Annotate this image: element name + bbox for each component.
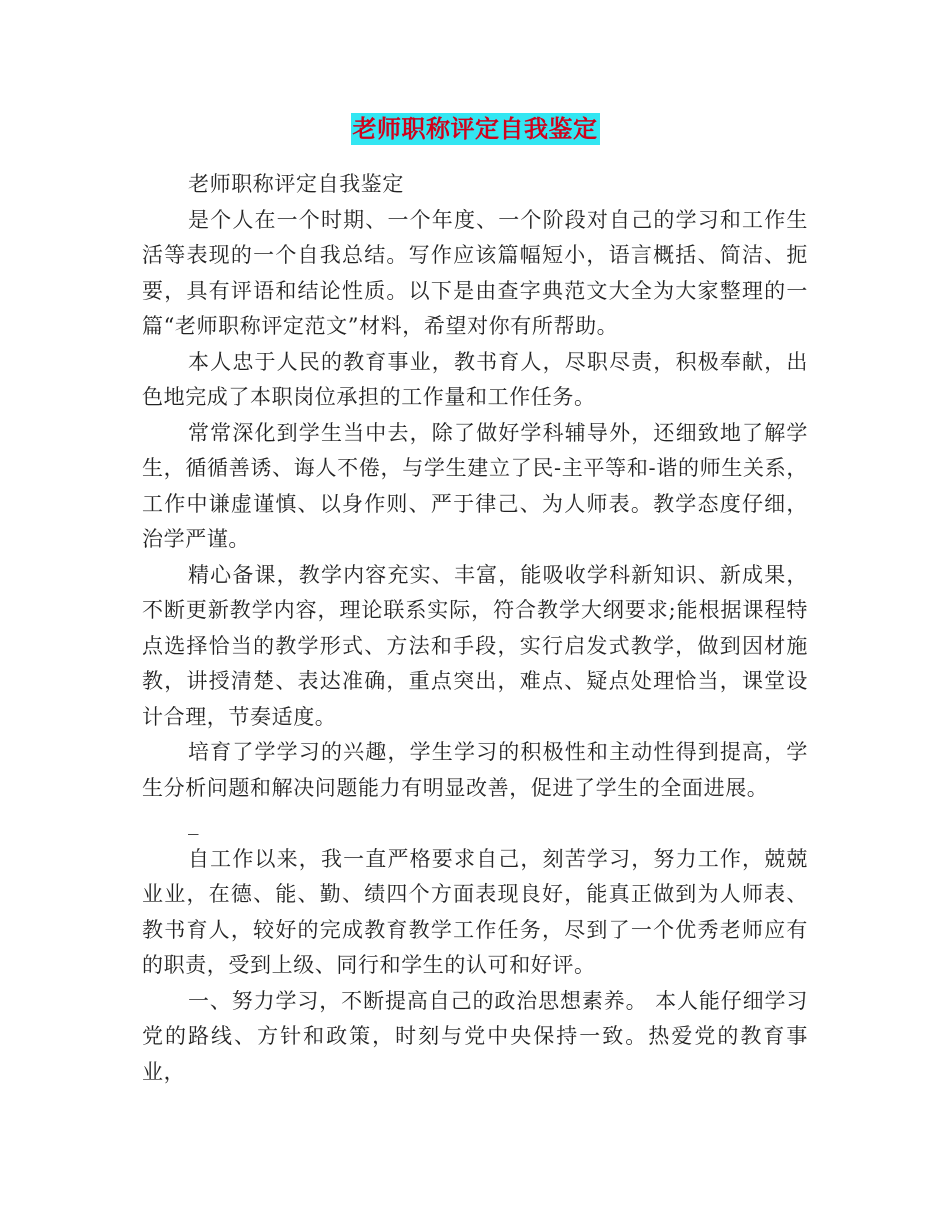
document-title: 老师职称评定自我鉴定 (352, 114, 598, 143)
document-body (142, 167, 808, 1090)
paragraph: 精心备课，教学内容充实、丰富，能吸收学科新知识、新成果，不断更新教学内容，理论联系实际，符合教学大纲要求;能根据课程特点选择恰当的教学形式、方法和手段，实行启发式教学，做到因材施教，讲授清楚、表达准确，重点突出，难点、疑点处理恰当，课堂设计合理，节奏适度。 (142, 562, 808, 729)
paragraph: 自工作以来，我一直严格要求自己，刻苦学习，努力工作，兢兢业业，在德、能、勤、绩四个方面表现良好，能真正做到为人师表、教书育人，较好的完成教育教学工作任务，尽到了一个优秀老师应有的职责，受到上级、同行和学生的认可和好评。 (142, 846, 808, 977)
separator-mark: _ (188, 811, 200, 835)
paragraph: 培育了学学习的兴趣，学生学习的积极性和主动性得到提高，学生分析问题和解决问题能力有明显改善，促进了学生的全面进展。 (142, 740, 808, 800)
title-wrap (0, 113, 950, 145)
paragraph-subtitle: 老师职称评定自我鉴定 (188, 172, 404, 196)
paragraph: 本人忠于人民的教育事业，教书育人，尽职尽责，积极奉献，出色地完成了本职岗位承担的工作量和工作任务。 (142, 349, 808, 409)
paragraph: 常常深化到学生当中去，除了做好学科辅导外，还细致地了解学生，循循善诱、诲人不倦，与学生建立了民-主平等和-谐的师生关系，工作中谦虚谨慎、以身作则、严于律己、为人师表。教学态度仔细，治学严谨。 (142, 420, 808, 551)
paragraph: 一、努力学习，不断提高自己的政治思想素养。 本人能仔细学习党的路线、方针和政策，时刻与党中央保持一致。热爱党的教育事业， (142, 988, 808, 1084)
paragraph-intro: 是个人在一个时期、一个年度、一个阶段对自己的学习和工作生活等表现的一个自我总结。写作应该篇幅短小，语言概括、简洁、扼要，具有评语和结论性质。以下是由查字典范文大全为大家整理的一篇“老师职称评定范文”材料，希望对你有所帮助。 (142, 207, 808, 338)
